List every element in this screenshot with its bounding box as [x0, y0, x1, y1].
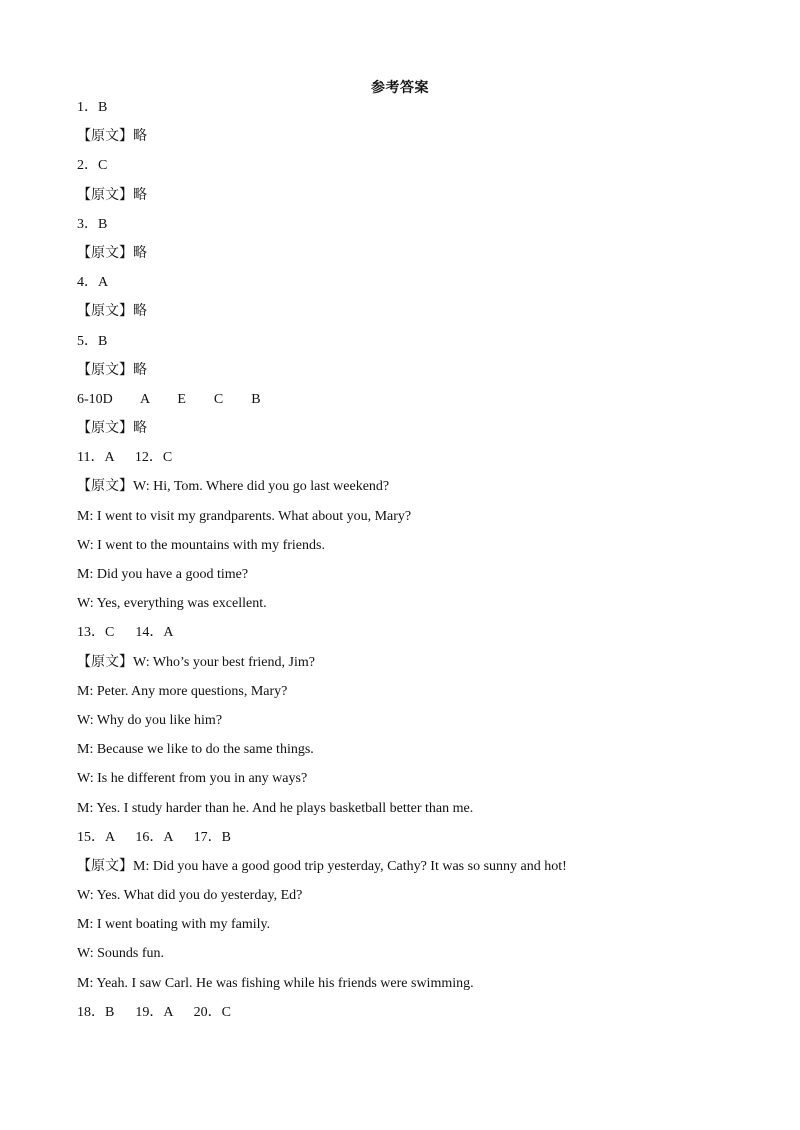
transcript-line: 【原文】W: Who’s your best friend, Jim? [77, 654, 315, 670]
page-title: 参考答案 [371, 80, 429, 96]
transcript-line: W: Yes, everything was excellent. [77, 596, 267, 612]
answer-line: 1．B [77, 100, 108, 115]
transcript-line: M: Did you have a good time? [77, 567, 249, 582]
answer-line: 2．C [77, 158, 108, 174]
transcript-line: W: Is he different from you in any ways? [77, 771, 308, 787]
answer-line: 11．A 12．C [77, 450, 173, 466]
transcript-line: W: Yes. What did you do yesterday, Ed? [77, 888, 303, 904]
transcript-line: W: Why do you like him? [77, 712, 223, 728]
answer-line: 18．B 19．A 20．C [77, 1004, 232, 1020]
transcript-line: 【原文】略 [77, 304, 147, 320]
transcript-line: 【原文】略 [77, 245, 147, 261]
answer-line: 4．A [77, 275, 109, 291]
transcript-line: M: Peter. Any more questions, Mary? [77, 683, 288, 699]
transcript-line: 【原文】W: Hi, Tom. Where did you go last weekend? [77, 479, 390, 495]
transcript-line: 【原文】略 [77, 421, 147, 437]
answer-lines [77, 97, 757, 1031]
transcript-line: 【原文】略 [77, 129, 147, 145]
transcript-line: 【原文】略 [77, 362, 147, 378]
transcript-line: M: Yeah. I saw Carl. He was fishing while his friends were swimming. [77, 975, 474, 991]
transcript-line: W: Sounds fun. [77, 946, 164, 962]
transcript-line: 【原文】略 [77, 187, 147, 203]
transcript-line: M: I went to visit my grandparents. What about you, Mary? [77, 508, 412, 524]
answer-line: 13．C 14．A [77, 625, 174, 641]
answer-line: 3．B [77, 216, 108, 232]
answer-line: 15．A 16．A 17．B [77, 829, 232, 845]
transcript-line: 【原文】M: Did you have a good good trip yesterday, Cathy? It was so sunny and hot! [77, 858, 567, 874]
answer-line: 6-10D A E C B [77, 391, 261, 407]
transcript-line: M: I went boating with my family. [77, 917, 271, 933]
transcript-line: M: Because we like to do the same things. [77, 742, 314, 758]
transcript-line: M: Yes. I study harder than he. And he plays basketball better than me. [77, 800, 474, 816]
transcript-line: W: I went to the mountains with my friends. [77, 537, 325, 553]
answer-line: 5．B [77, 333, 108, 349]
